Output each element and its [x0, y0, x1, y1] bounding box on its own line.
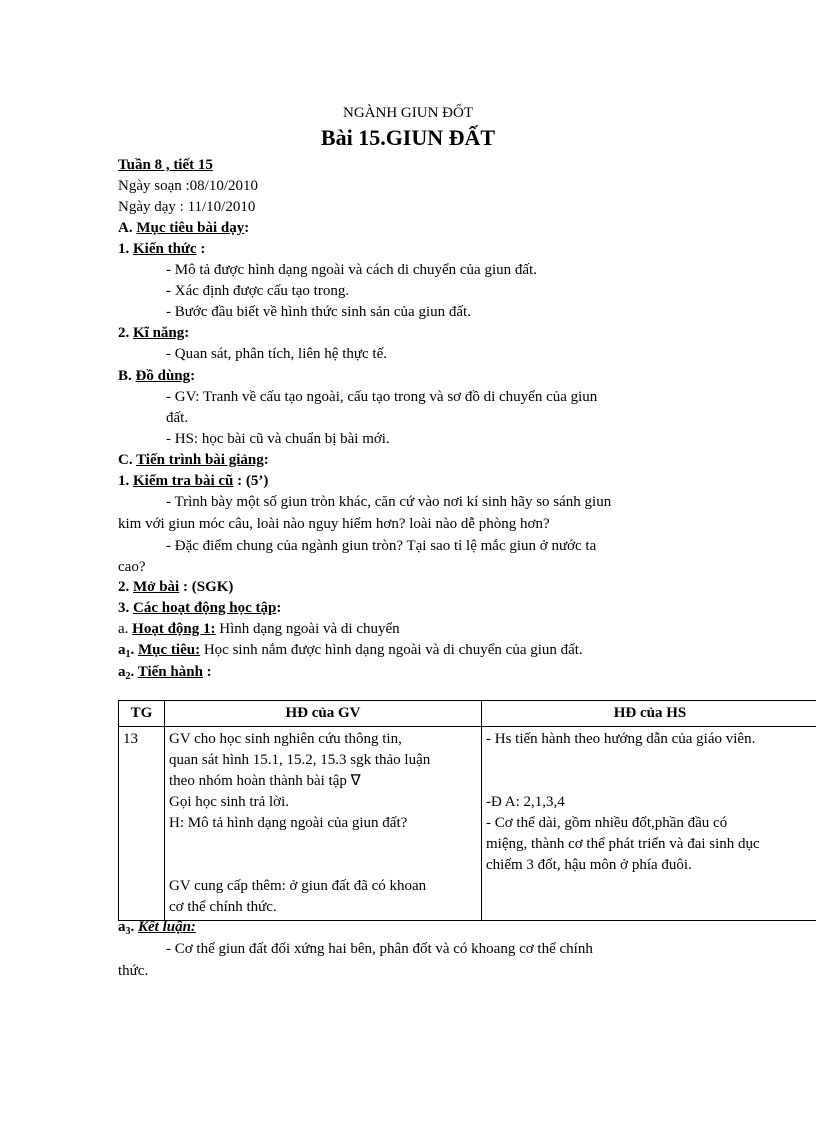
intro-heading [118, 577, 233, 597]
hs-line: -Đ A: 2,1,3,4 [486, 794, 565, 810]
skills-title: Kĩ năng [133, 325, 185, 341]
goal-index: 1 [125, 649, 131, 660]
knowledge-title: Kiến thức [133, 241, 197, 257]
cell-tg: 13 [119, 727, 165, 921]
activities-heading [118, 598, 281, 618]
skills-suffix: : [184, 325, 190, 341]
activity-1-heading [118, 619, 400, 639]
header-tg: TG [119, 701, 165, 727]
activities-title: Các hoạt động học tập [133, 600, 277, 616]
header-gv: HĐ của GV [165, 701, 482, 727]
knowledge-item: - Xác định được cấu tạo trong. [166, 283, 350, 299]
check-question-1-cont: kim với giun móc câu, loài nào nguy hiểm hơn? loài nào dễ phòng hơn? [118, 516, 550, 532]
hs-line: - Hs tiến hành theo hướng dẫn của giáo viên. [486, 731, 756, 747]
proc-suffix: . [130, 664, 138, 680]
conclusion-text-cont: thức. [118, 963, 149, 979]
activities-suffix: : [276, 600, 282, 616]
activity-1-title: Hoạt động 1: [132, 621, 216, 637]
section-c-title: Tiến trình bài giảng [136, 452, 264, 468]
skills-heading [118, 323, 189, 343]
prepared-date: Ngày soạn :08/10/2010 [118, 178, 258, 194]
section-a-heading [118, 218, 249, 238]
check-prefix: 1. [118, 473, 133, 489]
conclusion-letter: a [118, 919, 126, 935]
goal-text: Học sinh nắm được hình dạng ngoài và di chuyển của giun đất. [200, 642, 583, 658]
gv-line: quan sát hình 15.1, 15.2, 15.3 sgk thảo luận [169, 752, 431, 768]
proc-text: : [202, 664, 212, 680]
table-header-row [119, 701, 816, 727]
cell-gv [165, 727, 482, 921]
equipment-gv: - GV: Tranh về cấu tạo ngoài, cấu tạo trong và sơ đồ di chuyển của giun [166, 389, 598, 405]
activities-prefix: 3. [118, 600, 133, 616]
conclusion-suffix: . [130, 919, 138, 935]
gv-line: theo nhóm hoàn thành bài tập ∇ [169, 773, 361, 789]
proc-letter: a [118, 664, 126, 680]
section-c-prefix: C. [118, 452, 137, 468]
goal-suffix: . [130, 642, 138, 658]
section-b-heading [118, 366, 195, 386]
gv-line: Gọi học sinh trả lời. [169, 794, 289, 810]
section-b-prefix: B. [118, 368, 136, 384]
proc-line [118, 662, 212, 684]
hs-line: - Cơ thể dài, gồm nhiều đốt,phần đầu có [486, 815, 728, 831]
section-c-suffix: : [263, 452, 269, 468]
check-question-2-cont: cao? [118, 559, 146, 575]
gv-line: H: Mô tả hình dạng ngoài của giun đất? [169, 815, 408, 831]
equipment-gv-cont: đất. [166, 410, 189, 426]
skills-item: - Quan sát, phân tích, liên hệ thực tế. [166, 346, 387, 362]
goal-title: Mục tiêu: [138, 642, 201, 658]
gv-line: GV cho học sinh nghiên cứu thông tin, [169, 731, 402, 747]
section-b-title: Đồ dùng [135, 368, 191, 384]
conclusion-title: Kết luận: [138, 919, 196, 935]
hs-spacer [486, 750, 814, 771]
section-a-title: Mục tiêu bài dạy [136, 220, 245, 236]
knowledge-item: - Bước đầu biết về hình thức sinh sản của giun đất. [166, 304, 471, 320]
check-heading [118, 471, 268, 491]
activity-table [118, 700, 816, 921]
gv-line: cơ thể chính thức. [169, 899, 277, 915]
page-category: NGÀNH GIUN ĐỐT [343, 105, 473, 121]
check-question-2: - Đặc điểm chung của ngành giun tròn? Tại sao tỉ lệ mắc giun ở nước ta [166, 538, 597, 554]
knowledge-suffix: : [196, 241, 206, 257]
equipment-hs: - HS: học bài cũ và chuẩn bị bài mới. [166, 431, 390, 447]
hs-spacer [486, 771, 814, 792]
knowledge-item: - Mô tả được hình dạng ngoài và cách di chuyển của giun đất. [166, 262, 537, 278]
section-a-prefix: A. [118, 220, 137, 236]
hs-line: miệng, thành cơ thể phát triển và đai sinh dục [486, 836, 760, 852]
gv-spacer [169, 855, 477, 876]
taught-date: Ngày dạy : 11/10/2010 [118, 199, 256, 215]
proc-index: 2 [125, 671, 131, 682]
cell-hs [482, 727, 816, 921]
proc-title: Tiến hành [137, 664, 203, 680]
gv-spacer [169, 834, 477, 855]
knowledge-heading [118, 239, 205, 259]
conclusion-index: 3 [125, 926, 131, 937]
check-question-1: - Trình bày một số giun tròn khác, căn cứ vào nơi kí sinh hãy so sánh giun [166, 494, 612, 510]
page-title: Bài 15.GIUN ĐẤT [320, 125, 496, 150]
intro-suffix: : (SGK) [179, 579, 234, 595]
conclusion-heading [118, 917, 196, 939]
intro-prefix: 2. [118, 579, 133, 595]
week-line: Tuần 8 , tiết 15 [118, 157, 213, 173]
activity-1-text: Hình dạng ngoài và di chuyển [215, 621, 400, 637]
goal-line [118, 640, 583, 662]
section-b-suffix: : [190, 368, 196, 384]
section-a-suffix: : [244, 220, 250, 236]
table-row [119, 727, 816, 921]
check-title: Kiểm tra bài cũ [133, 473, 234, 489]
knowledge-prefix: 1. [118, 241, 133, 257]
section-c-heading [118, 450, 269, 470]
conclusion-text: - Cơ thể giun đất đối xứng hai bên, phân đốt và có khoang cơ thể chính [166, 941, 593, 957]
activity-1-prefix: a. [118, 621, 133, 637]
skills-prefix: 2. [118, 325, 133, 341]
header-hs: HĐ của HS [482, 701, 816, 727]
goal-letter: a [118, 642, 126, 658]
check-suffix: : (5’) [233, 473, 269, 489]
intro-title: Mở bài [133, 579, 180, 595]
gv-line: GV cung cấp thêm: ở giun đất đã có khoan [169, 878, 427, 894]
hs-line: chiếm 3 đốt, hậu môn ở phía đuôi. [486, 857, 692, 873]
